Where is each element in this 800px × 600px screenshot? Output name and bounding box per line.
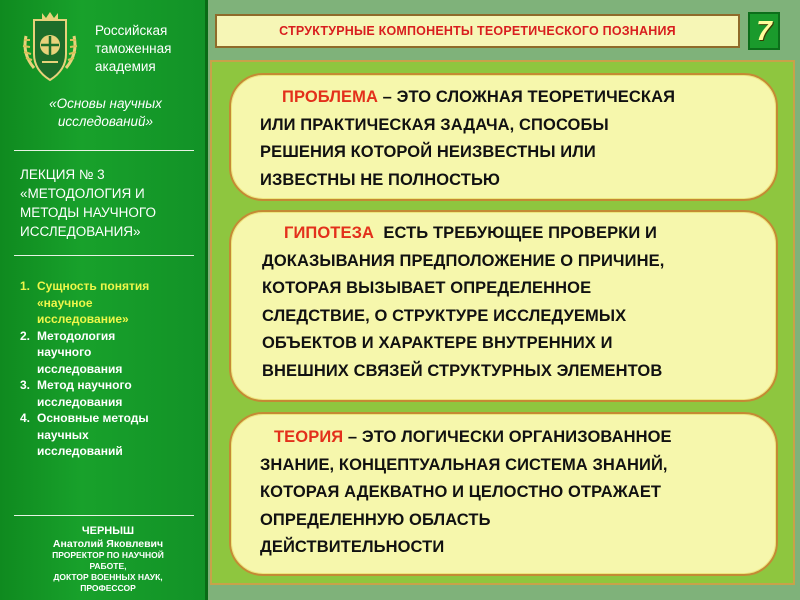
author-position-line: ДОКТОР ВОЕННЫХ НАУК, <box>53 572 163 582</box>
topic-line: исследований <box>37 444 123 458</box>
slide-header <box>215 14 740 48</box>
topic-text <box>37 377 132 410</box>
topic-number: 3. <box>20 378 31 392</box>
academy-line: академия <box>95 59 156 74</box>
lecture-line: МЕТОДЫ НАУЧНОГО <box>20 205 156 220</box>
topic-line: Метод научного <box>37 378 132 392</box>
definition-line: РЕШЕНИЯ КОТОРОЙ НЕИЗВЕСТНЫ ИЛИ <box>260 143 596 161</box>
topic-item-3[interactable] <box>20 377 205 410</box>
definition-line: ИЛИ ПРАКТИЧЕСКАЯ ЗАДАЧА, СПОСОБЫ <box>260 115 609 134</box>
definition-text-theory <box>260 424 672 562</box>
topic-line: научного <box>37 345 92 359</box>
definition-line: СЛЕДСТВИЕ, О СТРУКТУРЕ ИССЛЕДУЕМЫХ <box>262 306 627 325</box>
slide-title: СТРУКТУРНЫЕ КОМПОНЕНТЫ ТЕОРЕТИЧЕСКОГО ПОЗНАНИЯ <box>279 24 676 38</box>
lecture-line: ИССЛЕДОВАНИЯ» <box>20 224 141 239</box>
topic-line: научных <box>37 427 89 442</box>
definition-line: ИЗВЕСТНЫ НЕ ПОЛНОСТЬЮ <box>260 170 501 189</box>
author-position-line: ПРОФЕССОР <box>80 583 136 593</box>
author-position-line: РАБОТЕ, <box>89 561 127 571</box>
definition-line-text: – ЭТО СЛОЖНАЯ ТЕОРЕТИЧЕСКАЯ <box>377 88 676 106</box>
sidebar <box>0 0 205 600</box>
topic-number: 1. <box>20 279 31 293</box>
topic-text <box>37 278 149 328</box>
slide-number: 7 <box>756 15 772 46</box>
topic-text <box>37 410 149 460</box>
author-position-line: ПРОРЕКТОР ПО НАУЧНОЙ <box>52 550 164 560</box>
definition-line <box>260 84 675 112</box>
topic-line: «научное <box>37 295 93 310</box>
lecture-line: «МЕТОДОЛОГИЯ И <box>20 186 145 201</box>
topic-line: исследования <box>37 361 123 376</box>
definition-line: КОТОРАЯ ВЫЗЫВАЕТ ОПРЕДЕЛЕННОЕ <box>262 279 592 297</box>
definition-term: ГИПОТЕЗА <box>284 224 375 242</box>
definition-line: ОПРЕДЕЛЕННУЮ ОБЛАСТЬ <box>260 510 491 529</box>
definition-line: ДЕЙСТВИТЕЛЬНОСТИ <box>260 538 445 556</box>
author-surname: ЧЕРНЫШ <box>81 525 135 537</box>
academy-name <box>95 22 200 76</box>
topic-text <box>37 328 122 378</box>
topic-line: исследование» <box>37 312 129 326</box>
definition-text-hypothesis <box>262 220 664 385</box>
sidebar-edge <box>205 0 208 600</box>
author-name: Анатолий Яковлевич <box>52 537 164 550</box>
definition-line: КОТОРАЯ АДЕКВАТНО И ЦЕЛОСТНО ОТРАЖАЕТ <box>260 483 662 501</box>
topic-item-4[interactable] <box>20 410 205 460</box>
customs-academy-emblem-icon <box>20 10 80 85</box>
definition-line: ЗНАНИЕ, КОНЦЕПТУАЛЬНАЯ СИСТЕМА ЗНАНИЙ, <box>260 455 668 474</box>
topic-number: 2. <box>20 328 31 343</box>
author-info <box>18 525 198 594</box>
course-title <box>18 95 193 131</box>
content-panel <box>210 60 795 585</box>
course-line: «Основы научных <box>49 96 162 111</box>
definition-term: ТЕОРИЯ <box>274 428 344 446</box>
slide-number-badge <box>748 12 780 50</box>
lecture-topics <box>20 278 205 460</box>
academy-line: Российская <box>95 23 168 38</box>
definition-line: ОБЪЕКТОВ И ХАРАКТЕРЕ ВНУТРЕННИХ И <box>262 334 613 352</box>
lecture-title <box>20 165 200 241</box>
topic-item-1[interactable] <box>20 278 205 328</box>
definition-line <box>260 424 672 452</box>
sidebar-divider-line <box>14 255 194 256</box>
definition-text-problem <box>260 84 675 194</box>
definition-line-text: ЕСТЬ ТРЕБУЮЩЕЕ ПРОВЕРКИ И <box>374 224 657 242</box>
topic-number: 4. <box>20 411 31 425</box>
topic-line: Методология <box>37 328 116 343</box>
definition-term: ПРОБЛЕМА <box>282 88 378 106</box>
topic-item-2[interactable] <box>20 328 205 378</box>
sidebar-divider-line <box>14 515 194 516</box>
definition-line: ВНЕШНИХ СВЯЗЕЙ СТРУКТУРНЫХ ЭЛЕМЕНТОВ <box>262 361 663 380</box>
topic-line: исследования <box>37 394 123 409</box>
definition-line-text: – ЭТО ЛОГИЧЕСКИ ОРГАНИЗОВАННОЕ <box>343 428 672 446</box>
definition-line: ДОКАЗЫВАНИЯ ПРЕДПОЛОЖЕНИЕ О ПРИЧИНЕ, <box>262 251 665 270</box>
course-line: исследований» <box>57 114 154 129</box>
lecture-line: ЛЕКЦИЯ № 3 <box>20 167 105 182</box>
topic-line: Основные методы <box>37 411 149 425</box>
academy-line: таможенная <box>95 41 172 56</box>
topic-line: Сущность понятия <box>37 279 150 293</box>
sidebar-divider-line <box>14 150 194 151</box>
definition-line <box>262 220 664 248</box>
